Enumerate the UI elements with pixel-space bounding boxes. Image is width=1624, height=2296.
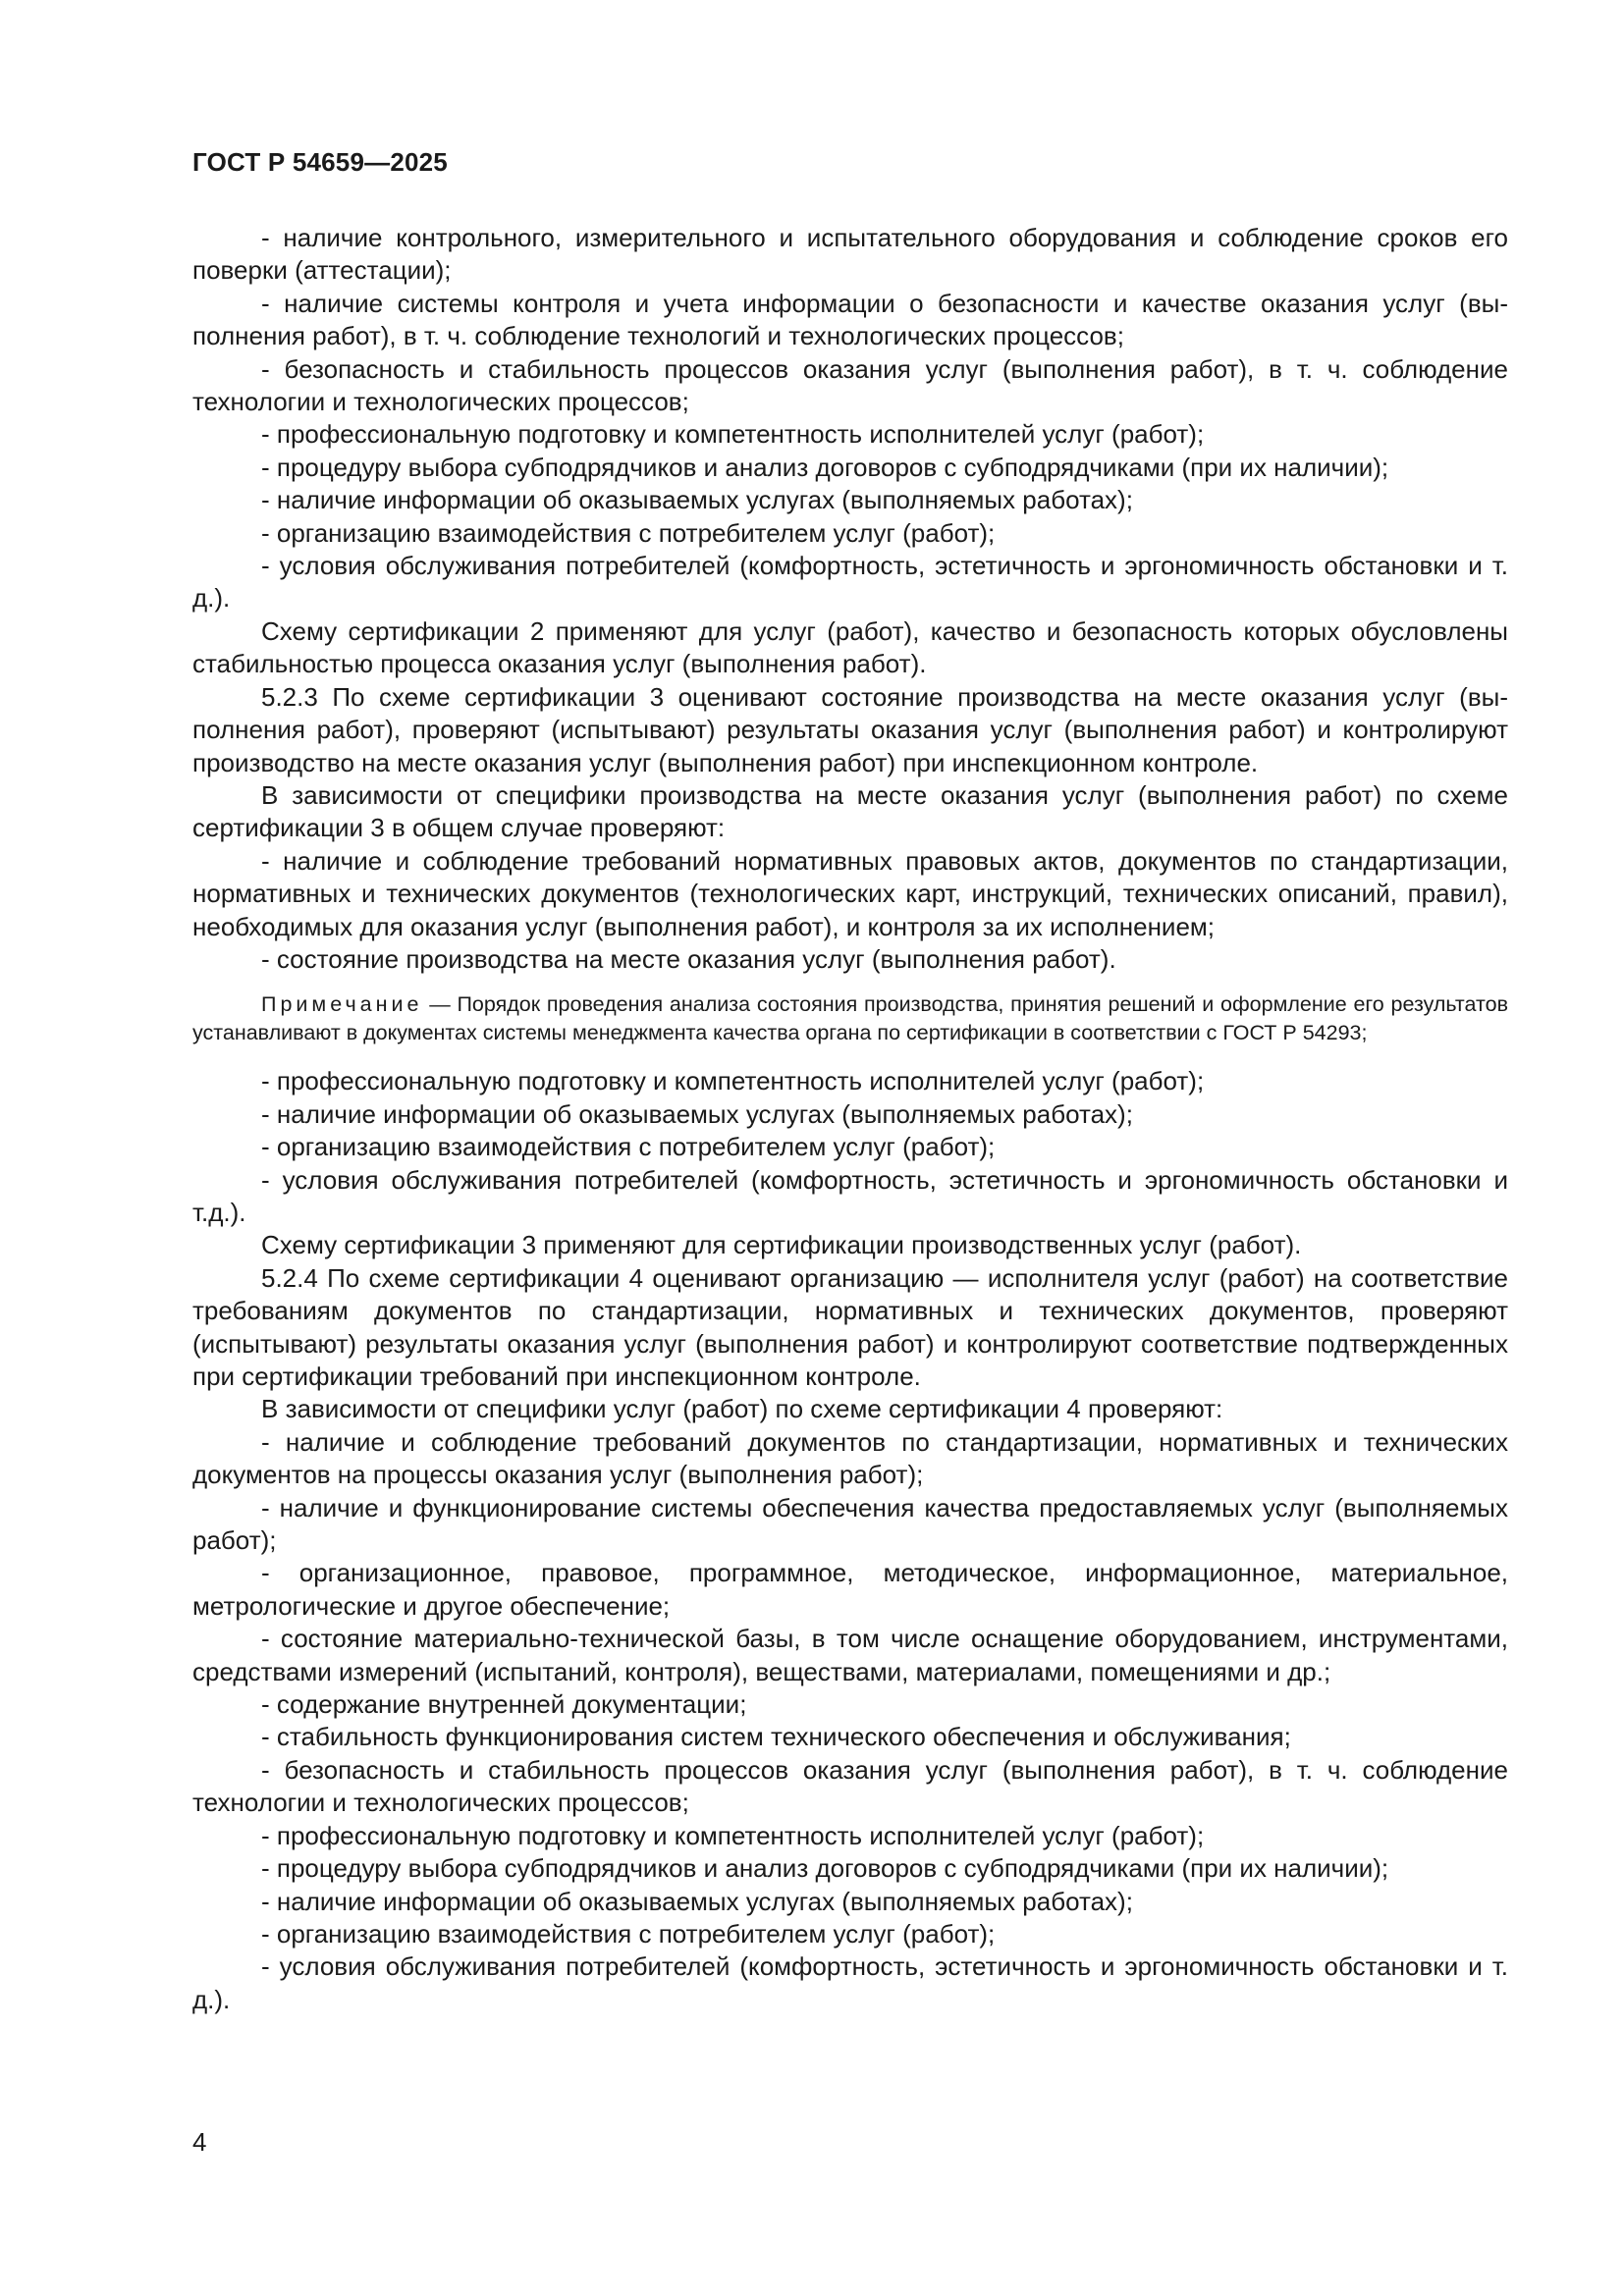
note-text: — Порядок проведения анализа состояния производства, принятия решений и оформление его результатов устанавливают в документах системы менеджмента качества органа по сертификации в соответствии с ГОСТ Р 54293; xyxy=(192,992,1508,1045)
list-item-staff-competence: - профессиональную подготовку и компетентность исполнителей услуг (работ); xyxy=(261,419,1205,450)
list-item-standardization-documents: - наличие и соблюдение требований документов по стандартизации, нормативных и технических документов на процессы оказания услуг (выполнения работ); xyxy=(192,1426,1508,1490)
list-item-process-safety: - безопасность и стабильность процессов оказания услуг (выполнения работ), в т. ч. соблюдение технологии и технологических процессов; xyxy=(192,353,1508,417)
list-item-control-system: - наличие системы контроля и учета информации о безопасности и качестве оказания услуг (выполнения работ), в т. ч. соблюдение технологий и технологических процессов; xyxy=(192,288,1508,351)
list-item-quality-assurance-system: - наличие и функционирование системы обеспечения качества предоставляемых услуг (выполняемых работ); xyxy=(192,1492,1508,1556)
list-item-staff-competence-2: - профессиональную подготовку и компетентность исполнителей услуг (работ); xyxy=(261,1066,1205,1096)
scheme-2-application-paragraph: Схему сертификации 2 применяют для услуг (работ), качество и безопасность которых обусловлены стабильностью процесса оказания услуг (выполнения работ). xyxy=(192,615,1508,679)
document-body xyxy=(192,222,1508,2016)
note-paragraph xyxy=(192,990,1508,1047)
list-item-production-state: - состояние производства на месте оказания услуг (выполнения работ). xyxy=(261,943,1116,974)
list-item-process-safety-2: - безопасность и стабильность процессов оказания услуг (выполнения работ), в т. ч. соблюдение технологии и технологических процессов; xyxy=(192,1754,1508,1818)
document-code-header: ГОСТ Р 54659—2025 xyxy=(192,147,448,177)
clause-5-2-4-paragraph: 5.2.4 По схеме сертификации 4 оценивают организацию — исполнителя услуг (работ) на соответствие требованиям документов по стандартизации, нормативных и технических документов, проверяют (испытывают) результаты оказания услуг (выполнения работ) и контролируют соответствие подтвержденных при сертификации требований при инспекционном контроле. xyxy=(192,1262,1508,1391)
list-item-staff-competence-3: - профессиональную подготовку и компетентность исполнителей услуг (работ); xyxy=(261,1820,1205,1850)
list-item-subcontractors-2: - процедуру выбора субподрядчиков и анализ договоров с субподрядчиками (при их наличии); xyxy=(261,1853,1389,1884)
note-label: Примечание xyxy=(261,992,423,1017)
list-item-technical-base: - состояние материально-технической базы, в том числе оснащение оборудованием, инструментами, средствами измерений (испытаний, контроля), веществами, материалами, помещениями и др.; xyxy=(192,1624,1508,1686)
list-item-internal-documentation: - содержание внутренней документации; xyxy=(261,1689,747,1720)
list-item-subcontractors: - процедуру выбора субподрядчиков и анализ договоров с субподрядчиками (при их наличии); xyxy=(261,452,1389,482)
list-item-consumer-interaction-3: - организацию взаимодействия с потребителем услуг (работ); xyxy=(261,1918,996,1949)
scheme-4-intro-paragraph: В зависимости от специфики услуг (работ) по схеме сертификации 4 проверяют: xyxy=(261,1394,1223,1424)
list-item-regulatory-requirements: - наличие и соблюдение требований нормативных правовых актов, документов по стандартизации, нормативных и технических документов (технологических карт, инструкций, технических описаний, правил), необходимых для оказания услуг (выполнения работ), и контроля за их исполнением; xyxy=(192,845,1508,941)
list-item-service-information-2: - наличие информации об оказываемых услугах (выполняемых работах); xyxy=(261,1098,1133,1129)
list-item-service-information: - наличие информации об оказываемых услугах (выполняемых работах); xyxy=(261,485,1133,515)
list-item-consumer-interaction: - организацию взаимодействия с потребителем услуг (работ); xyxy=(261,517,996,548)
list-item-organizational-support: - организационное, правовое, программное, методическое, информационное, материальное, метрологические и другое обеспечение; xyxy=(192,1558,1508,1621)
list-item-technical-support-stability: - стабильность функционирования систем технического обеспечения и обслуживания; xyxy=(261,1722,1291,1752)
list-item-service-information-3: - наличие информации об оказываемых услугах (выполняемых работах); xyxy=(261,1886,1133,1916)
clause-5-2-3-paragraph: 5.2.3 По схеме сертификации 3 оценивают состояние производства на месте оказания услуг (выполнения работ), проверяют (испытывают) результаты оказания услуг (выполнения работ) и контролируют производство на месте оказания услуг (выполнения работ) при инспекционном контроле. xyxy=(192,681,1508,777)
scheme-3-intro-paragraph: В зависимости от специфики производства на месте оказания услуг (выполнения работ) по схеме сертификации 3 в общем случае проверяют: xyxy=(192,779,1508,843)
list-item-service-conditions-2: - условия обслуживания потребителей (комфортность, эстетичность и эргономичность обстановки и т.д.). xyxy=(192,1164,1508,1227)
scheme-3-application-paragraph: Схему сертификации 3 применяют для сертификации производственных услуг (работ). xyxy=(261,1230,1302,1260)
list-item-service-conditions-3: - условия обслуживания потребителей (комфортность, эстетичность и эргономичность обстановки и т. д.). xyxy=(192,1951,1508,2014)
page-number: 4 xyxy=(192,2127,207,2157)
list-item-equipment-verification: - наличие контрольного, измерительного и испытательного оборудования и соблюдение сроков его поверки (аттестации); xyxy=(192,223,1508,286)
list-item-consumer-interaction-2: - организацию взаимодействия с потребителем услуг (работ); xyxy=(261,1132,996,1162)
list-item-service-conditions: - условия обслуживания потребителей (комфортность, эстетичность и эргономичность обстановки и т. д.). xyxy=(192,551,1508,614)
